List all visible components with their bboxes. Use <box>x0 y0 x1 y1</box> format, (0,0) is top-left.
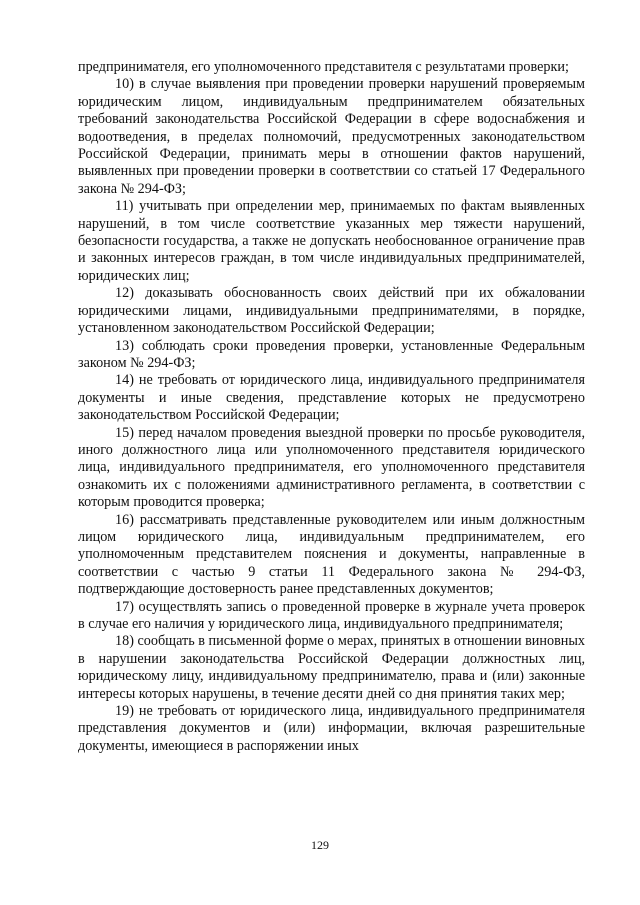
paragraph-item-12: 12) доказывать обоснованность своих действий при их обжаловании юридическими лицами, индивидуальными предпринимателями, в порядке, установленном законодательством Российской Федерации; <box>78 285 585 337</box>
paragraph-continuation: предпринимателя, его уполномоченного представителя с результатами проверки; <box>78 59 569 75</box>
paragraph-item-18: 18) сообщать в письменной форме о мерах, принятых в отношении виновных в нарушении законодательства Российской Федерации должностных лиц, юридическому лицу, индивидуальному предпринимателю, права и (или) законные интересы которых нарушены, в течение десяти дней со дня принятия таких мер; <box>78 633 585 702</box>
paragraph-item-10: 10) в случае выявления при проведении проверки нарушений проверяемым юридическим лицом, индивидуальным предпринимателем обязательных требований законодательства Российской Федерации в сфере водоснабжения и водоотведения, в пределах полномочий, предусмотренных законодательством Российской Федерации, принимать меры в отношении фактов нарушений, выявленных при проведении проверки в соответствии со статьей 17 Федерального закона № 294-ФЗ; <box>78 76 585 197</box>
paragraph-item-16: 16) рассматривать представленные руководителем или иным должностным лицом юридического лица, индивидуальным предпринимателем, его уполномоченным представителем пояснения и документы, направленные в соответствии с частью 9 статьи 11 Федерального закона № 294-ФЗ, подтверждающие достоверность ранее представленных документов; <box>78 511 585 598</box>
paragraph-item-17: 17) осуществлять запись о проведенной проверке в журнале учета проверок в случае его наличия у юридического лица, индивидуального предпринимателя; <box>78 598 585 632</box>
paragraph-item-14: 14) не требовать от юридического лица, индивидуального предпринимателя документы и иные сведения, представление которых не предусмотрено законодательством Российской Федерации; <box>78 372 585 424</box>
page-number: 129 <box>311 838 329 852</box>
paragraph-item-13: 13) соблюдать сроки проведения проверки, установленные Федеральным законом № 294-ФЗ; <box>78 337 585 371</box>
paragraph-item-19: 19) не требовать от юридического лица, индивидуального предпринимателя представления документов и (или) информации, включая разрешительные документы, имеющиеся в распоряжении иных <box>78 703 585 754</box>
paragraph-item-15: 15) перед началом проведения выездной проверки по просьбе руководителя, иного должностного лица или уполномоченного представителя юридического лица, индивидуального предпринимателя, его уполномоченного представителя ознакомить их с положениями административного регламента, в соответствии с которым проводится проверка; <box>78 424 585 511</box>
paragraph-item-11: 11) учитывать при определении мер, принимаемых по фактам выявленных нарушений, в том числе соответствие указанных мер тяжести нарушений, безопасности государства, а также не допускать необоснованное ограничение прав и законных интересов граждан, в том числе индивидуальных предпринимателей, юридических лиц; <box>78 198 585 284</box>
body-text <box>78 59 585 755</box>
